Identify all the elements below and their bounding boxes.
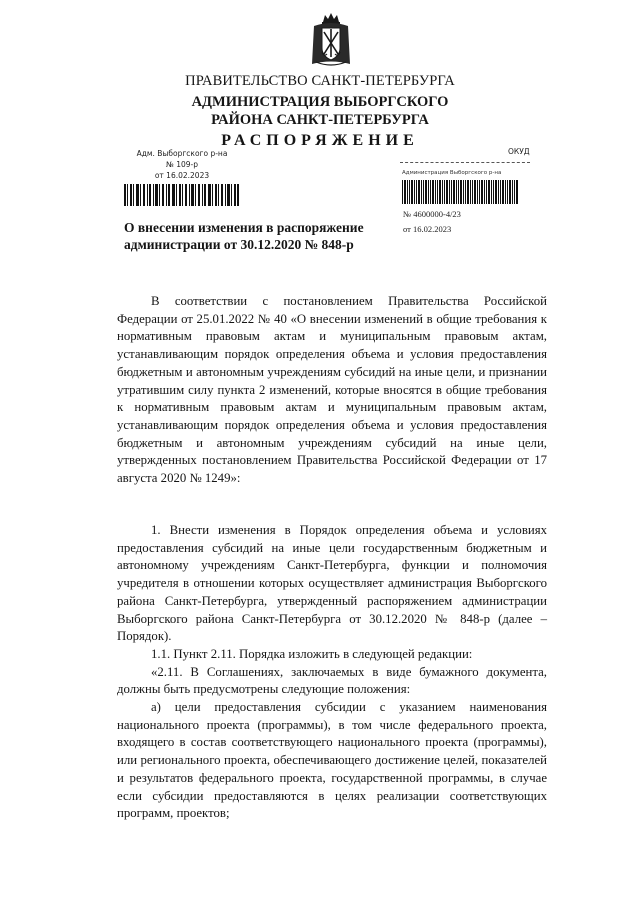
- administration-line-2: РАЙОНА САНКТ-ПЕТЕРБУРГА: [211, 112, 429, 128]
- government-title: ПРАВИТЕЛЬСТВО САНКТ-ПЕТЕРБУРГА: [185, 73, 455, 89]
- stamp-right-caption: Администрация Выборгского р-на: [402, 170, 502, 176]
- document-type: РАСПОРЯЖЕНИЕ: [221, 132, 419, 149]
- quote-intro-paragraph: «2.11. В Соглашениях, заключаемых в виде бумажного документа, должны быть предусмотрены следующие положения:: [117, 664, 547, 697]
- barcode-left-icon: [124, 184, 240, 206]
- saint-petersburg-coat-of-arms-icon: [310, 12, 352, 68]
- item-a-paragraph: а) цели предоставления субсидии с указанием наименования национального проекта (программы), в том числе федерального проекта, входящего в состав соответствующего национального проекта (программы), или регионального проекта, обеспечивающего достижение целей, показателей и результатов федерального проекта, государственной программы, в случае если субсидии предоставляются в целях реализации соответствующих программ, проектов;: [117, 700, 547, 821]
- item-1-paragraph: 1. Внести изменения в Порядок определения объема и условиях предоставления субсидий на иные цели государственным бюджетным и автономному учреждениям Санкт-Петербурга, функции и полномочия учредителя в отношении которых осуществляет администрация Выборгского района Санкт-Петербурга, утвержденный распоряжением администрации Выборгского района Санкт-Петербурга от 30.12.2020 № 848-р (далее – Порядок).: [117, 523, 547, 644]
- administration-line-1: АДМИНИСТРАЦИЯ ВЫБОРГСКОГО: [191, 94, 449, 110]
- item-1-1-paragraph: 1.1. Пункт 2.11. Порядка изложить в следующей редакции:: [151, 646, 473, 661]
- registration-number: № 4600000-4/23: [403, 209, 461, 219]
- preamble-section: [117, 293, 547, 488]
- document-subject: [124, 219, 394, 253]
- main-section: [117, 522, 547, 823]
- preamble-paragraph: В соответствии с постановлением Правительства Российской Федерации от 25.01.2022 № 40 «О внесении изменений в общие требования к нормативным правовым актам и муниципальным правовым актам, устанавливающим порядок определения объема и условия предоставления бюджетным и автономным учреждениям субсидий на иные цели, и признании утратившим силу пункта 2 изменений, которые вносятся в общие требования к нормативным правовым актам и муниципальным правовым актам, устанавливающим порядок определения объема и условия предоставления бюджетным и автономным учреждениям субсидий на иные цели, утвержденных постановлением Правительства Российской Федерации от 17 августа 2020 № 1249»:: [117, 294, 547, 486]
- administration-title: [0, 93, 640, 129]
- registration-stamp-left: [122, 148, 242, 209]
- stamp-left-line-1: Адм. Выборгского р-на: [136, 149, 228, 158]
- barcode-right-icon: [402, 180, 520, 204]
- okud-dashed-line: [400, 162, 530, 163]
- okud-label: ОКУД: [508, 147, 530, 156]
- subject-line-1: О внесении изменения в распоряжение: [124, 220, 364, 235]
- subject-line-2: администрации от 30.12.2020 № 848-р: [124, 237, 354, 252]
- stamp-left-line-3: от 16.02.2023: [154, 171, 210, 180]
- registration-date: от 16.02.2023: [403, 224, 452, 234]
- stamp-left-line-2: № 109-р: [166, 160, 198, 169]
